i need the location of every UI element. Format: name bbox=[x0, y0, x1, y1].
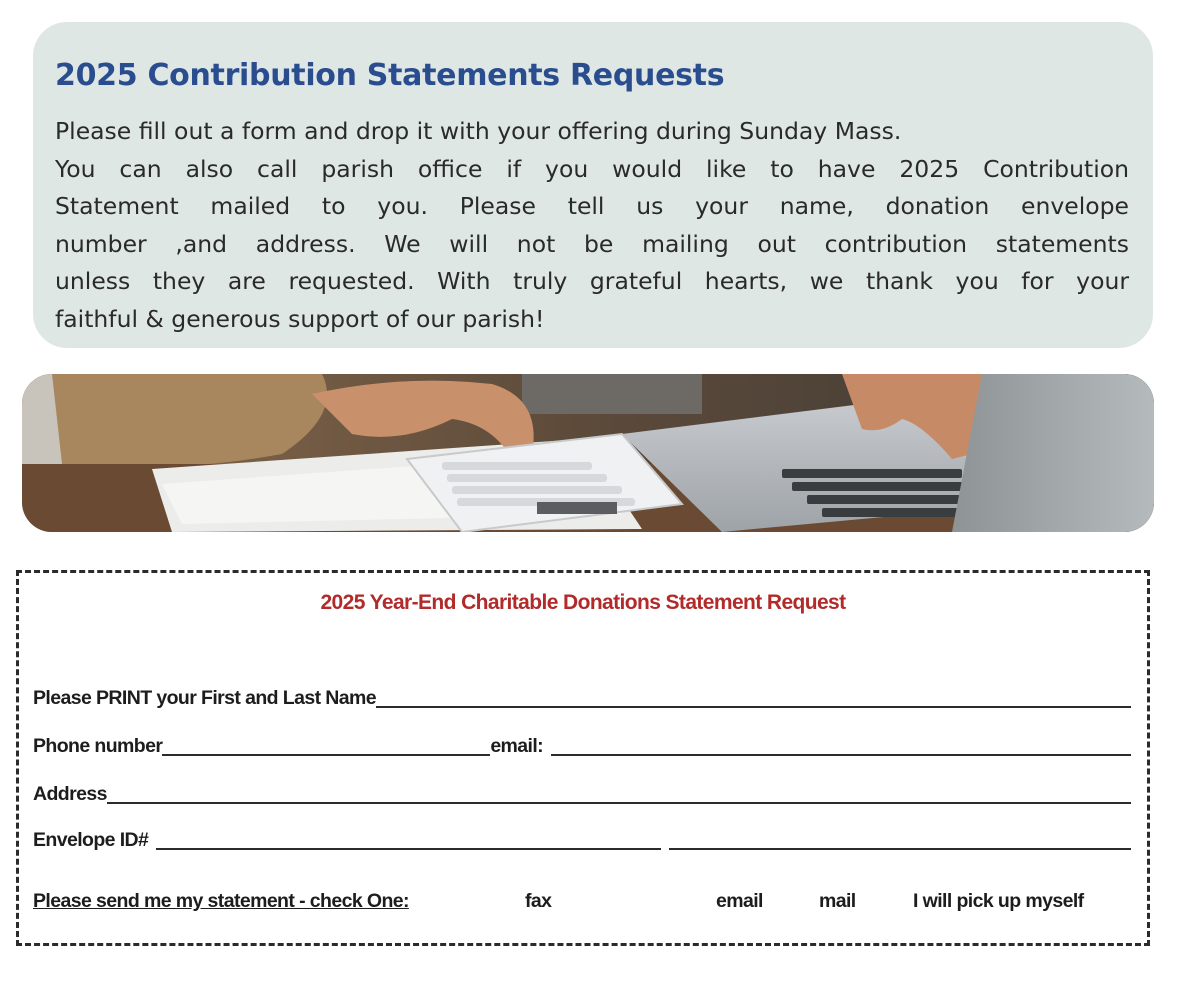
option-pickup[interactable]: I will pick up myself bbox=[913, 890, 1084, 912]
info-line: number ,and address. We will not be mailing out contribution statements bbox=[55, 229, 1129, 258]
phone-field[interactable] bbox=[162, 736, 490, 756]
phone-email-row bbox=[33, 735, 1131, 758]
envelope-field[interactable] bbox=[156, 830, 661, 850]
envelope-row bbox=[33, 829, 1131, 852]
send-row bbox=[33, 883, 1131, 913]
envelope-label: Envelope ID# bbox=[33, 829, 149, 851]
info-line: faithful & generous support of our parish! bbox=[55, 304, 545, 333]
option-fax[interactable]: fax bbox=[525, 890, 552, 912]
envelope-extra-field[interactable] bbox=[669, 830, 1131, 850]
info-title: 2025 Contribution Statements Requests bbox=[55, 58, 725, 93]
info-line: unless they are requested. With truly grateful hearts, we thank you for your bbox=[55, 267, 1129, 295]
name-field[interactable] bbox=[376, 688, 1131, 708]
request-form bbox=[16, 570, 1150, 946]
option-mail[interactable]: mail bbox=[819, 890, 856, 912]
email-field[interactable] bbox=[551, 736, 1131, 756]
calculator-laptop-photo bbox=[22, 374, 1154, 532]
address-row bbox=[33, 783, 1131, 806]
send-label: Please send me my statement - check One: bbox=[33, 890, 409, 912]
form-title: 2025 Year-End Charitable Donations Statement Request bbox=[320, 591, 846, 614]
name-label: Please PRINT your First and Last Name bbox=[33, 687, 376, 709]
address-label: Address bbox=[33, 783, 107, 805]
name-row bbox=[33, 687, 1131, 710]
info-line: Please fill out a form and drop it with your offering during Sunday Mass. bbox=[55, 117, 902, 145]
phone-label: Phone number bbox=[33, 735, 163, 757]
info-card bbox=[33, 22, 1153, 348]
info-line: You can also call parish office if you would like to have 2025 Contribution bbox=[55, 154, 1129, 183]
address-field[interactable] bbox=[107, 784, 1131, 804]
option-email[interactable]: email bbox=[716, 890, 763, 912]
info-line: Statement mailed to you. Please tell us your name, donation envelope bbox=[55, 192, 1129, 220]
email-label: email: bbox=[490, 735, 544, 757]
info-body bbox=[55, 113, 1129, 338]
